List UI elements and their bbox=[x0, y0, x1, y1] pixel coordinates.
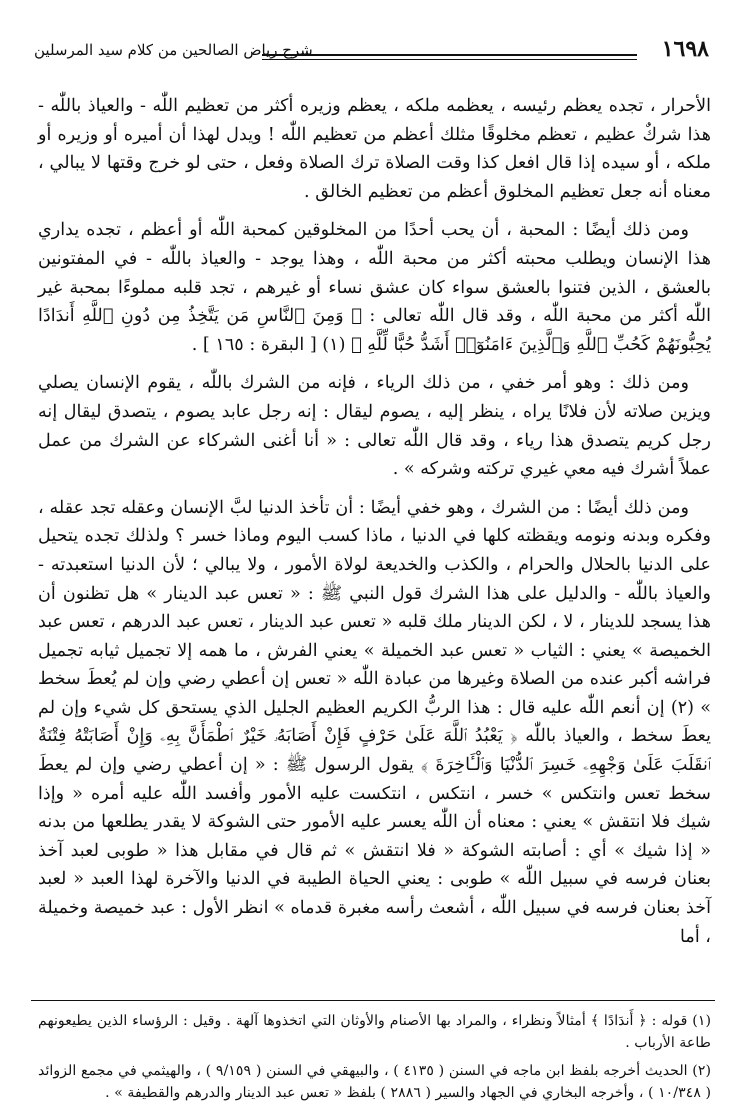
footnotes bbox=[38, 1010, 711, 1110]
header-rule bbox=[262, 54, 637, 56]
footnote: (٢) الحديث أخرجه بلفظ ابن ماجه في السنن ( ٤١٣٥ ) ، والبيهقي في السنن ( ٩/١٥٩ ) ، والهيثمي في مجمع الزوائد ( ١٠/٣٤٨ ) ، وأخرجه البخاري في الجهاد والسير ( ٢٨٨٦ ) بلفظ « تعس عبد الدينار والدرهم والقطيفة » . bbox=[38, 1063, 711, 1101]
page-header bbox=[30, 36, 715, 70]
running-title: شرح رياض الصالحين من كلام سيد المرسلين bbox=[34, 41, 313, 59]
paragraph: ومن ذلك أيضًا : من الشرك ، وهو خفي أيضًا : أن تأخذ الدنيا لبَّ الإنسان وعقله تجد عقله ، وفكره وبدنه ونومه ويقظته كلها في الدنيا ، ماذا كسب اليوم وماذا خسر ؟ ولذلك تجده يتحيل على الدنيا بالحلال والحرام ، والكذب والخديعة لولاة الأمور ، ولا يبالي ؛ لأن الدنيا استعبدته - والعياذ باللّٰه - والدليل على هذا الشرك قول النبي ﷺ : « تعس عبد الدينار » هل تظنون أن هذا يسجد للدينار ، لا ، لكن الدينار ملك قلبه « تعس عبد الدينار ، تعس عبد الدرهم ، تعس عبد الخميصة » يعني : الثياب « تعس عبد الخميلة » يعني الفرش ، ما همه إلا تجميل ثيابه تجميل فراشه أكبر عنده من الصلاة وغيرها من عبادة اللّٰه « تعس إن أعطي رضي وإن لم يُعطَ سخط » (٢) إن أنعم اللّٰه عليه قال : هذا الربُّ الكريم العظيم الجليل الذي يستحق كل شيء وإن لم يعطَ سخط ، والعياذ باللّٰه ﴿ يَعْبُدُ ٱللَّهَ عَلَىٰ حَرْفٍ فَإِنْ أَصَابَهُۥ خَيْرٌ ٱطْمَأَنَّ بِهِۦ وَإِنْ أَصَابَتْهُ فِتْنَةٌ ٱنقَلَبَ عَلَىٰ وَجْهِهِۦ خَسِرَ ٱلدُّنْيَا وَٱلْـَٔاخِرَةَ ﴾ يقول الرسول ﷺ : « إن أعطي رضي وإن لم يعطَ سخط تعس وانتكس » خسر ، انتكس ، انتكست عليه الأمور وأفسد اللّٰه عليه أمره « وإذا شيك فلا انتقش » يعني : معناه أن اللّٰه يعسر عليه الأمور حتى الشوكة لا يقدر يطلعها من بدنه « إذا شيك » أي : أصابته الشوكة « فلا انتقش » ثم قال في مقابل هذا « طوبى لعبد آخذ بعنان فرسه في سبيل اللّٰه » طوبى : يعني الحياة الطيبة في الدنيا والآخرة لهذا العبد « لعبد آخذ بعنان فرسه في سبيل اللّٰه ، أشعث رأسه مغبرة قدماه » انظر الأول : عبد خميصة وخميلة ، أما bbox=[38, 497, 711, 947]
paragraph: ومن ذلك أيضًا : المحبة ، أن يحب أحدًا من المخلوقين كمحبة اللّٰه أو أعظم ، تجده يداري هذا الإنسان ويطلب محبته أكثر من محبة اللّٰه ، وهذا يوجد - والعياذ باللّٰه - في المفتونين بالعشق ، الذين فتنوا بالعشق سواء كان عشق نساء أو غيرهم ، تجد قلبه مملوءًا بمحبة غير اللّٰه أكثر من محبة اللّٰه ، وقد قال اللّٰه تعالى : ﴿ وَمِنَ ٱلنَّاسِ مَن يَتَّخِذُ مِن دُونِ ٱللَّهِ أَندَادًا يُحِبُّونَهُمْ كَحُبِّ ٱللَّهِ وَٱلَّذِينَ ءَامَنُوٓا۟ أَشَدُّ حُبًّا لِّلَّهِ ﴾ (١) [ البقرة : ١٦٥ ] . bbox=[38, 220, 711, 355]
page-number: ١٦٩٨ bbox=[661, 36, 709, 62]
footnote: (١) قوله : ﴿ أَندَادًا ﴾ أمثالاً ونظراء ، والمراد بها الأصنام والأوثان التي اتخذوها آلهة . وقيل : الرؤساء الذين يطيعونهم طاعة الأرباب . bbox=[38, 1013, 711, 1051]
paragraph: ومن ذلك : وهو أمر خفي ، من ذلك الرياء ، فإنه من الشرك باللّٰه ، يقوم الإنسان يصلي ويزين صلاته لأن فلانًا يراه ، ينظر إليه ، يصوم ليقال : إنه رجل عابد يصوم ، يتصدق ليقال إنه رجل كريم يتصدق هذا رياء ، وقد قال اللّٰه تعالى : « أنا أغنى الشركاء عن الشرك من عمل عملاً أشرك فيه معي غيري تركته وشركه » . bbox=[38, 373, 711, 480]
main-text bbox=[38, 92, 711, 961]
paragraph: الأحرار ، تجده يعظم رئيسه ، يعظمه ملكه ، يعظم وزيره أكثر من تعظيم اللّٰه - والعياذ باللّٰه - هذا شركٌ عظيم ، تعظم مخلوقًا مثلك أعظم من تعظيم اللّٰه ! ويدل لهذا أن أميره أو وزيره أو ملكه ، أو سيده إذا قال افعل كذا وقت الصلاة ترك الصلاة وفعل ، حتى لو خرج وقتها لا يبالي ، معناه أنه جعل تعظيم المخلوق أعظم من تعظيم الخالق . bbox=[38, 96, 711, 202]
footnote-divider bbox=[31, 1000, 715, 1001]
header-rule-thin bbox=[262, 59, 637, 60]
